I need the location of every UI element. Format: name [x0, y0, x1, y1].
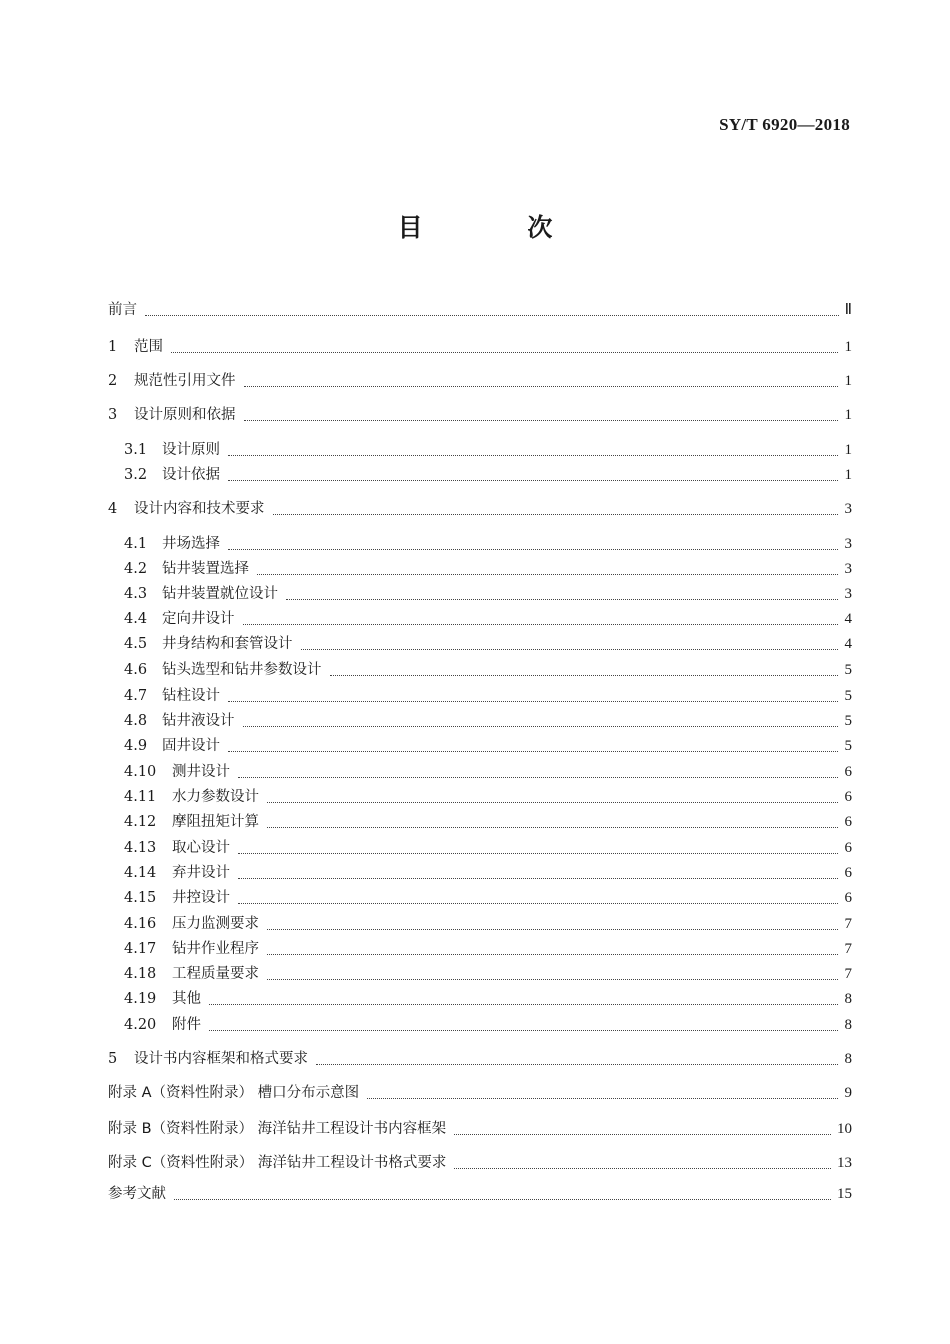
- dot-leader: [174, 1178, 831, 1200]
- toc-entry-number: 4.2: [124, 561, 148, 577]
- dot-leader: [273, 493, 838, 515]
- toc-entry-label: 钻井作业程序: [172, 941, 259, 957]
- dot-leader: [243, 705, 838, 727]
- toc-entry-label: 取心设计: [172, 840, 230, 856]
- toc-entry-page: 1: [844, 339, 852, 355]
- toc-entry-number: 4.12: [124, 814, 157, 830]
- toc-entry-page: 8: [844, 1051, 852, 1067]
- toc-entry-label: 附录 A（资料性附录） 槽口分布示意图: [108, 1085, 360, 1101]
- toc-entry-number: 4.7: [124, 688, 148, 704]
- toc-entry-page: 6: [844, 789, 852, 805]
- toc-entry-page: 6: [844, 764, 852, 780]
- toc-entry-number: 4.16: [124, 916, 157, 932]
- dot-leader: [228, 434, 838, 456]
- toc-entry-page: 7: [844, 941, 852, 957]
- toc-entry[interactable]: [0, 659, 950, 681]
- toc-entry-number: 4.17: [124, 941, 157, 957]
- toc-entry[interactable]: [0, 1048, 950, 1070]
- toc-entry[interactable]: [0, 1118, 950, 1140]
- toc-entry[interactable]: [0, 633, 950, 655]
- dot-leader: [267, 958, 838, 980]
- toc-entry-number: 4.20: [124, 1017, 157, 1033]
- toc-entry[interactable]: [0, 533, 950, 555]
- toc-entry-page: 6: [844, 865, 852, 881]
- toc-entry-number: 4.18: [124, 966, 157, 982]
- toc-entry-page: 4: [844, 611, 852, 627]
- toc-entry-label: 其他: [172, 991, 201, 1007]
- dot-leader: [209, 1009, 838, 1031]
- toc-entry-page: 7: [844, 966, 852, 982]
- toc-entry-page: 3: [844, 501, 852, 517]
- toc-entry-number: 1: [108, 339, 118, 355]
- toc-entry-label: 测井设计: [172, 764, 230, 780]
- dot-leader: [454, 1147, 831, 1169]
- toc-entry-number: 4.19: [124, 991, 157, 1007]
- toc-entry-number: 4.13: [124, 840, 157, 856]
- toc-entry-label: 前言: [108, 302, 137, 318]
- toc-entry-page: 7: [844, 916, 852, 932]
- toc-entry-number: 2: [108, 373, 118, 389]
- toc-entry-number: 4.15: [124, 890, 157, 906]
- toc-entry-page: 6: [844, 890, 852, 906]
- dot-leader: [243, 603, 838, 625]
- toc-entry[interactable]: [0, 583, 950, 605]
- toc-entry[interactable]: [0, 735, 950, 757]
- dot-leader: [228, 528, 838, 550]
- dot-leader: [267, 806, 838, 828]
- toc-entry-number: 5: [108, 1051, 118, 1067]
- toc-entry[interactable]: [0, 1082, 950, 1104]
- toc-entry-number: 4.9: [124, 738, 148, 754]
- toc-entry-label: 压力监测要求: [172, 916, 259, 932]
- toc-entry-number: 4.11: [124, 789, 157, 805]
- dot-leader: [238, 882, 838, 904]
- toc-entry-page: 5: [844, 662, 852, 678]
- toc-entry-page: 1: [844, 442, 852, 458]
- dot-leader: [238, 857, 838, 879]
- toc-entry-label: 钻井装置就位设计: [162, 586, 278, 602]
- toc-entry[interactable]: [0, 988, 950, 1010]
- page-title: 目 次: [397, 213, 601, 242]
- toc-entry[interactable]: [0, 887, 950, 909]
- dot-leader: [301, 628, 838, 650]
- toc-entry[interactable]: [0, 464, 950, 486]
- toc-entry-number: 4.8: [124, 713, 148, 729]
- toc-entry[interactable]: [0, 710, 950, 732]
- toc-entry-page: 5: [844, 713, 852, 729]
- toc-entry-page: 15: [837, 1186, 852, 1202]
- toc-entry-label: 设计书内容框架和格式要求: [134, 1051, 308, 1067]
- toc-entry-page: 5: [844, 688, 852, 704]
- toc-entry[interactable]: [0, 938, 950, 960]
- toc-entry-label: 钻柱设计: [162, 688, 220, 704]
- toc-entry-number: 3: [108, 407, 118, 423]
- toc-entry-number: 4.1: [124, 536, 148, 552]
- dot-leader: [286, 578, 838, 600]
- toc-entry-label: 工程质量要求: [172, 966, 259, 982]
- toc-entry[interactable]: [0, 913, 950, 935]
- toc-entry-page: 8: [844, 991, 852, 1007]
- toc-entry-number: 4.4: [124, 611, 148, 627]
- toc-entry-number: 4.14: [124, 865, 157, 881]
- toc-entry-label: 定向井设计: [162, 611, 235, 627]
- toc-entry[interactable]: [0, 685, 950, 707]
- toc-entry[interactable]: [0, 558, 950, 580]
- dot-leader: [257, 553, 838, 575]
- toc-entry[interactable]: [0, 963, 950, 985]
- toc-entry[interactable]: [0, 404, 950, 426]
- toc-entry[interactable]: [0, 370, 950, 392]
- toc-entry-label: 井身结构和套管设计: [162, 636, 293, 652]
- dot-leader: [244, 399, 838, 421]
- toc-entry-label: 附件: [172, 1017, 201, 1033]
- toc-entry-page: 8: [844, 1017, 852, 1033]
- toc-entry-page: 13: [837, 1155, 852, 1171]
- toc-entry-page: 3: [844, 586, 852, 602]
- toc-entry-number: 4.10: [124, 764, 157, 780]
- dot-leader: [238, 756, 838, 778]
- toc-entry-number: 4: [108, 501, 118, 517]
- dot-leader: [454, 1113, 831, 1135]
- toc-entry-page: 1: [844, 467, 852, 483]
- toc-entry-number: 3.2: [124, 467, 148, 483]
- toc-entry-label: 井场选择: [162, 536, 220, 552]
- dot-leader: [267, 908, 838, 930]
- toc-entry[interactable]: [0, 608, 950, 630]
- toc-entry-number: 4.3: [124, 586, 148, 602]
- toc-entry-label: 设计原则和依据: [134, 407, 236, 423]
- dot-leader: [267, 933, 838, 955]
- toc-entry[interactable]: [0, 786, 950, 808]
- toc-entry[interactable]: [0, 862, 950, 884]
- toc-entry-page: 6: [844, 814, 852, 830]
- toc-entry-label: 设计内容和技术要求: [134, 501, 265, 517]
- toc-entry-label: 规范性引用文件: [134, 373, 236, 389]
- toc-entry-number: 3.1: [124, 442, 148, 458]
- dot-leader: [244, 365, 838, 387]
- dot-leader: [209, 983, 838, 1005]
- toc-entry-label: 固井设计: [162, 738, 220, 754]
- toc-entry-label: 设计依据: [162, 467, 220, 483]
- toc-entry-page: 3: [844, 561, 852, 577]
- dot-leader: [367, 1077, 838, 1099]
- toc-entry-label: 附录 B（资料性附录） 海洋钻井工程设计书内容框架: [108, 1121, 447, 1137]
- toc-entry-label: 设计原则: [162, 442, 220, 458]
- toc-entry-page: 4: [844, 636, 852, 652]
- toc-entry-page: 1: [844, 407, 852, 423]
- dot-leader: [316, 1043, 838, 1065]
- toc-entry-label: 钻井装置选择: [162, 561, 249, 577]
- dot-leader: [228, 680, 838, 702]
- toc-entry-label: 参考文献: [108, 1186, 166, 1202]
- toc-entry-label: 井控设计: [172, 890, 230, 906]
- toc-entry-page: 3: [844, 536, 852, 552]
- toc-entry[interactable]: [0, 1152, 950, 1174]
- toc-entry[interactable]: [0, 811, 950, 833]
- dot-leader: [228, 459, 838, 481]
- toc-entry-page: 1: [844, 373, 852, 389]
- toc-entry-page: 6: [844, 840, 852, 856]
- toc-entry-label: 钻头选型和钻井参数设计: [162, 662, 322, 678]
- toc-entry-number: 4.6: [124, 662, 148, 678]
- toc-entry-page: 9: [844, 1085, 852, 1101]
- toc-entry[interactable]: [0, 299, 950, 321]
- toc-entry-label: 范围: [134, 339, 163, 355]
- toc-entry-page: Ⅱ: [844, 302, 852, 318]
- dot-leader: [171, 331, 838, 353]
- toc-entry-number: 4.5: [124, 636, 148, 652]
- toc-entry-page: 5: [844, 738, 852, 754]
- dot-leader: [330, 654, 838, 676]
- toc-entry-label: 弃井设计: [172, 865, 230, 881]
- toc-entry[interactable]: [0, 761, 950, 783]
- dot-leader: [145, 294, 839, 316]
- toc-entry[interactable]: [0, 336, 950, 358]
- dot-leader: [238, 832, 838, 854]
- dot-leader: [267, 781, 838, 803]
- toc-entry[interactable]: [0, 1183, 950, 1205]
- toc-entry-label: 摩阻扭矩计算: [172, 814, 259, 830]
- toc-entry-label: 钻井液设计: [162, 713, 235, 729]
- toc-entry-page: 10: [837, 1121, 852, 1137]
- toc-entry-label: 水力参数设计: [172, 789, 259, 805]
- document-code: SY/T 6920—2018: [719, 115, 850, 134]
- toc-entry-label: 附录 C（资料性附录） 海洋钻井工程设计书格式要求: [108, 1155, 447, 1171]
- toc-entry[interactable]: [0, 498, 950, 520]
- toc-entry[interactable]: [0, 439, 950, 461]
- dot-leader: [228, 730, 838, 752]
- toc-entry[interactable]: [0, 1014, 950, 1036]
- toc-entry[interactable]: [0, 837, 950, 859]
